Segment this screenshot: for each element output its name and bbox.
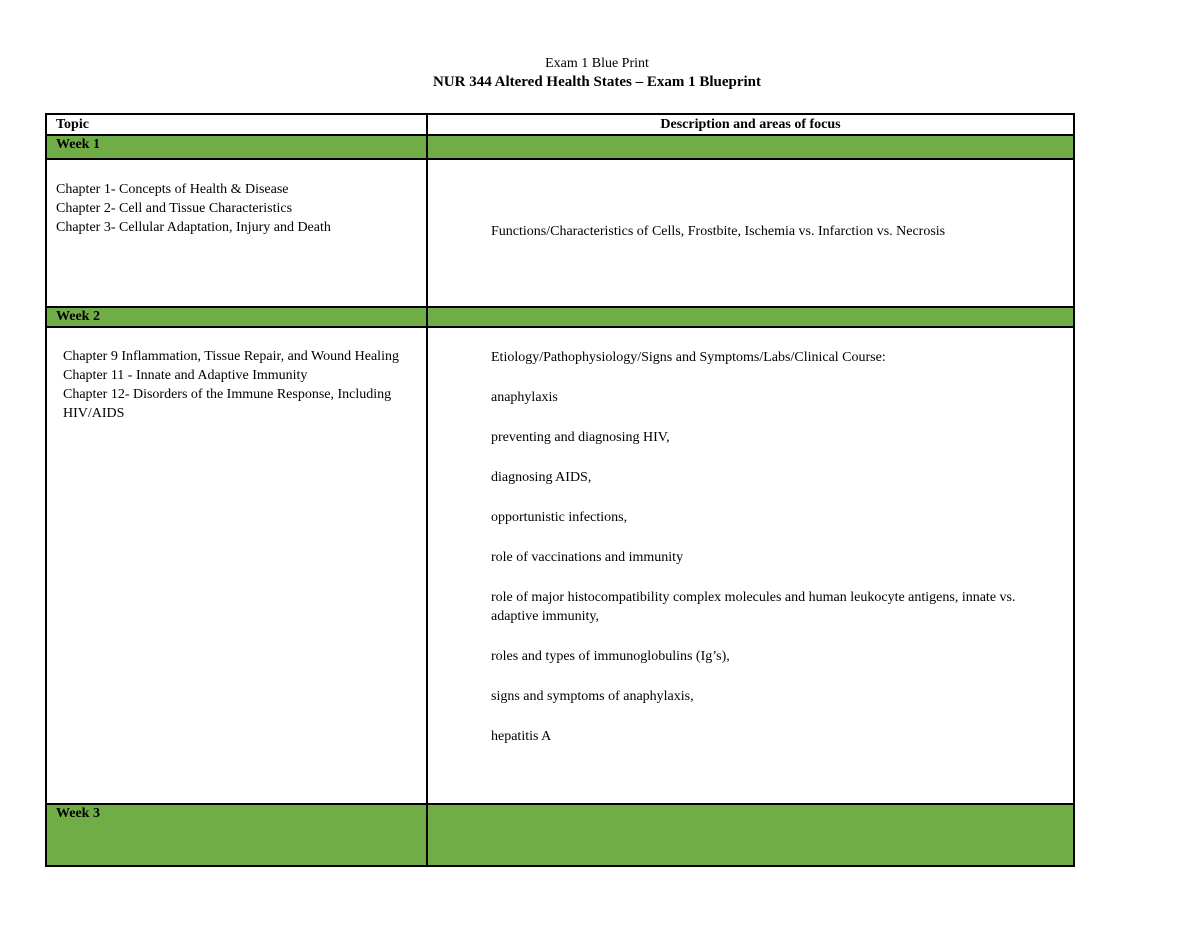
week-1-focus [427,159,1074,307]
week-3-spacer [427,804,1074,866]
chapter-item: Chapter 3- Cellular Adaptation, Injury and Death [56,220,331,235]
focus-item: roles and types of immunoglobulins (Ig’s), [491,649,730,664]
focus-item: anaphylaxis [491,390,558,405]
document-header [0,56,1194,92]
week-2-chapters [46,327,427,804]
focus-item: hepatitis A [491,729,552,744]
table-row [46,327,1074,804]
week-2-spacer [427,307,1074,327]
focus-item: role of vaccinations and immunity [491,550,684,565]
week-1-label: Week 1 [56,137,100,152]
week-2-focus [427,327,1074,804]
week-1-chapters [46,159,427,307]
focus-item: opportunistic infections, [491,510,628,525]
blueprint-table [45,113,1075,867]
document-subtitle: Exam 1 Blue Print [545,56,649,71]
week-2-label: Week 2 [56,309,100,324]
week-1-spacer [427,135,1074,159]
focus-item: signs and symptoms of anaphylaxis, [491,689,694,704]
document-title: NUR 344 Altered Health States – Exam 1 Blueprint [432,74,762,90]
chapter-item: Chapter 11 - Innate and Adaptive Immunity [63,368,308,383]
chapter-item: Chapter 2- Cell and Tissue Characteristics [56,201,293,216]
focus-item: diagnosing AIDS, [491,470,592,485]
focus-item: Etiology/Pathophysiology/Signs and Symptoms/Labs/Clinical Course: [491,350,886,365]
chapter-item: Chapter 1- Concepts of Health & Disease [56,182,289,197]
week-3-label: Week 3 [56,806,100,821]
week-row [46,804,1074,866]
focus-item: preventing and diagnosing HIV, [491,430,670,445]
focus-item: role of major histocompatibility complex molecules and human leukocyte antigens, innate vs. adaptive immunity, [491,590,1016,624]
focus-item: Functions/Characteristics of Cells, Frostbite, Ischemia vs. Infarction vs. Necrosis [491,224,946,239]
week-row [46,307,1074,327]
week-row [46,135,1074,159]
column-header-topic: Topic [46,114,427,135]
column-header-description: Description and areas of focus [427,114,1074,135]
chapter-item: Chapter 12- Disorders of the Immune Response, Including HIV/AIDS [63,387,392,421]
table-header-row [46,114,1074,135]
chapter-item: Chapter 9 Inflammation, Tissue Repair, and Wound Healing [63,349,399,364]
table-row [46,159,1074,307]
